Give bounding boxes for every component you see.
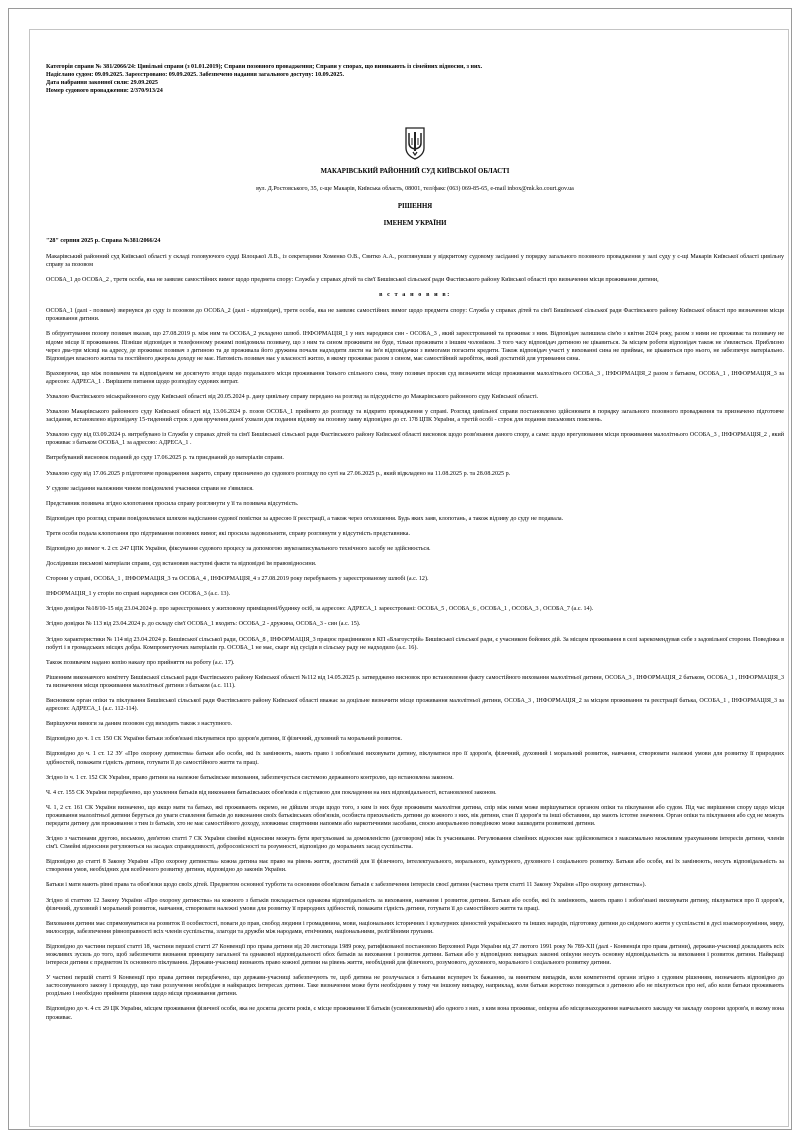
paragraph: Виховання дитини має спрямовуватися на розвиток її особистості, поваги до прав, свобод людини і громадянина, мови, національних історичних і культурних цінностей українського та інших народів, підготовку дитини до свідомого життя у суспільстві в дусі взаєморозуміння, миру, милосердя, забезпечення рівноправності всіх членів суспільства, злагоди та дружби між народами, етнічними, національними, релігійними групами. — [46, 920, 784, 935]
page-outer-border — [8, 8, 792, 1130]
paragraph: Відповідно до вимог ч. 2 ст. 247 ЦПК України, фіксування судового процесу за допомогою звукозаписувального технічного засобу не здійснюється. — [46, 546, 431, 552]
paragraph: Сторони у справі, ОСОБА_1 , ІНФОРМАЦІЯ_3 та ОСОБА_4 , ІНФОРМАЦІЯ_4 з 27.08.2019 року перебувають у зареєстрованому шлюбі (а.с. 12). — [46, 576, 429, 583]
trident-coat-of-arms-icon — [404, 126, 426, 160]
court-name: МАКАРІВСЬКИЙ РАЙОННИЙ СУД КИЇВСЬКОЇ ОБЛАСТІ — [320, 168, 510, 176]
paragraph: Відповідно до ч. 4 ст. 29 ЦК України, місцем проживання фізичної особи, яка не досягла десяти років, є місце проживання її батьків (усиновлювачів) або одного з них, з ким вона проживає, опікуна або місцезнаходження навчального закладу чи закладу охорони здоров'я, в якому вона проживає. — [46, 1006, 785, 1021]
paragraph: В обґрунтування позову позивач вказав, що 27.08.2019 р. між ним та ОСОБА_2 укладено шлюб. ІНФОРМАЦІЯ_1 у них народився син - ОСОБА_3 , який зареєстрований та проживає з ним. Відповідач залишила сім'ю з квітня 2024 року, разом з ними не проживає та позивачу не відоме місце її проживання. Пізніше відповідач в телефонному режимі повідомила позивачу, що з ним та сином проживати не буде, тільки проживати з іншим чоловіком. З того часу відповідач дитиною не цікавиться. За місцем роботи відповідач також не з'являється. Приблизно через два-три місяці на адресу, де проживає позивач з дитиною та де проживала його дружина почали надходити листи на ім'я відповідачки з вимогами погасити кредити. Також відповідач участі у вихованні сина не приймає, не цікавиться про нього, не забезпечує матеріально. Відповідач власного житла та постійного джерела доходу не має. Натомість позивач має у власності житло, в якому проживає разом з сином, має самостійний заробіток, який достатній для утримання сина. — [46, 331, 784, 362]
paragraph: Згідно зі статтею 12 Закону України «Про охорону дитинства» на кожного з батьків покладається однакова відповідальність за виховання, навчання і розвиток дитини. Батьки або особи, які їх замінюють, мають право і зобов'язані виховувати дитину, піклуватися про її здоров'я, фізичний, духовний і моральний розвиток, навчання, створювати належні умови для розвитку її природних здібностей, поважати гідність дитини, готувати її до самостійного життя та праці. — [46, 897, 784, 912]
document-body — [46, 63, 784, 1029]
paragraph: Відповідно до ч. 1 ст. 12 ЗУ «Про охорону дитинства» батьки або особи, які їх замінюють, мають право і зобов'язані виховувати дитину, піклуватися про її здоров'я, фізичний, духовний і моральний розвиток, навчання, створювати належні умови для розвитку її природних здібностей, поважати гідність дитини, готувати її до самостійного життя та праці. — [46, 751, 784, 766]
paragraph: Згідно характеристики № 114 від 23.04.2024 р. Бишівської сільської ради, ОСОБА_8 , ІНФОРМАЦІЯ_3 працює працівником в КП «Благоустрій» Бишівської сільської ради, є учасником бойових дій. За місцем проживання в селі зарекомендував себе з задовільної сторони. Поведінка в побуті і в громадських місцях добра. Компрометуючих матеріалів гр. ОСОБА_1 не має, скарг від сусідів в сільську раду не надходило (а.с. 16). — [46, 636, 784, 651]
case-category: Категорія справи № 381/2066/24: Цивільні справи (з 01.01.2019); Справи позовного провадження; Справи у спорах, що виникають із сімейних відносин, з них. — [46, 64, 483, 70]
paragraph: Враховуючи, що між позивачем та відповідачем не досягнуто згоди щодо подальшого місця проживання їхнього спільного сина, тому позивач просив суд визначити місце проживання малолітнього ОСОБА_3 , ІНФОРМАЦІЯ_2 разом з батьком, ОСОБА_1 , ІНФОРМАЦІЯ_3 за адресою: АДРЕСА_1 . Вирішити питання щодо розподілу судових витрат. — [46, 370, 784, 385]
paragraph: Макарівський районний суд Київської області у складі головуючого судді Білоцької Л.В., із секретарями Хоменко О.В., Свитко А.А., розглянувши у відкритому судовому засіданні у порядку загального позовного провадження у залі суду у с-щі Макарів Київської області цивільну справу за позовом — [46, 253, 784, 268]
paragraph: Також позивачем надано копію наказу про прийняття на роботу (а.с. 17). — [46, 659, 235, 666]
paragraph: Ухвалою Макарівського районного суду Київської області від 13.06.2024 р. позов ОСОБА_1 прийнято до розгляду та відкрито провадження у справі. Розгляд цивільної справи постановлено здійснювати в порядку загального позовного провадження та призначено підготовче засідання, встановлено відповідачу 15-тиденний строк з дня вручення даної ухвали для подання відзиву на позовну заяву відповідно до ст. 178 ЦПК України, а третій особі - строк для подання письмових пояснень. — [46, 409, 784, 424]
case-metadata — [46, 63, 784, 95]
paragraph: У судове засідання належним чином повідомлені учасники справи не з'явилися. — [46, 485, 254, 492]
in-the-name-heading: ІМЕНЕМ УКРАЇНИ — [383, 219, 447, 227]
paragraph: Витребуваний висновок поданий до суду 17.06.2025 р. та приєднаний до матеріалів справи. — [46, 455, 284, 462]
paragraph: У частині першій статті 9 Конвенції про права дитини передбачено, що держави-учасниці забезпечують те, щоб дитина не розлучалася з батьками всупереч їх бажанню, за винятком випадків, коли компетентні органи згідно з судовим рішенням, визначають відповідно до застосовуваного закону і процедур, що таке розлучення необхідне в найкращих інтересах дитини. Таке визначення може бути необхідним у тому чи іншому випадку, наприклад, коли батьки жорстоко поводяться з дитиною або не піклуються про неї, або коли батьки проживають роздільно і необхідно прийняти рішення щодо місця проживання дитини. — [46, 975, 784, 998]
paragraph: ОСОБА_1 до ОСОБА_2 , третя особа, яка не заявляє самостійних вимог щодо предмета спору: Служба у справах дітей та сім'ї Бишівської сільської ради Фастівського району Київської області про визначення місця проживання дитини, — [46, 277, 659, 284]
paragraph: Ч. 4 ст. 155 СК України передбачено, що ухилення батьків від виконання батьківських обов'язків є підставою для покладення на них відповідальності, встановленої законом. — [46, 789, 497, 796]
effective-date: Дата набрання законної сили: 29.09.2025 — [46, 80, 158, 87]
decision-date-line: "28" серпня 2025 р. Справа №381/2066/24 — [46, 237, 161, 244]
coat-of-arms — [46, 126, 784, 160]
paragraph: Висновком орган опіки та піклування Бишівської сільської ради Фастівського району Київської області вважає за доцільне визначити місце проживання малолітньої дитини, ОСОБА_3 , ІНФОРМАЦІЯ_2 за місцем проживання та реєстрації батька, ОСОБА_1 , ІНФОРМАЦІЯ_3 за адресою: АДРЕСА_1 (а.с. 112-114). — [46, 698, 784, 713]
paragraph: Відповідно до ч. 1 ст. 150 СК України батьки зобов'язані піклуватися про здоров'я дитини, її фізичний, духовний та моральний розвиток. — [46, 736, 403, 743]
paragraph: ІНФОРМАЦІЯ_1 у сторін по справі народився син ОСОБА_3 (а.с. 13). — [46, 591, 231, 598]
paragraph: Згідно з частинами другою, восьмою, дев'ятою статті 7 СК України сімейні відносини можуть бути врегульовані за домовленістю (договором) між їх учасниками. Регулювання сімейних відносин має здійснюватися з максимально можливим урахуванням інтересів дитини, членів сім'ї. Сімейні відносини регулюються на засадах справедливості, добросовісності та розумності, відповідно до моральних засад суспільства. — [46, 836, 784, 851]
document-page — [29, 29, 789, 1127]
paragraph: Ухвалою Фастівського міськрайонного суду Київської області від 20.05.2024 р. дану цивільну справу передано на розгляд за підсудністю до Макарівського районного суду Київської області. — [46, 393, 539, 400]
paragraph: Згідно довідки №18/10-15 від 23.04.2024 р. про зареєстрованих у житловому приміщенні/будинку осіб, за адресою: АДРЕСА_1 зареєстровані: ОСОБА_5 , ОСОБА_6 , ОСОБА_1 , ОСОБА_3 , ОСОБА_7 (а.с. 14). — [46, 606, 594, 613]
paragraph: Дослідивши письмові матеріали справи, суд встановив наступні факти та відповідні їм правовідносини. — [46, 561, 317, 568]
paragraph: Рішенням виконавчого комітету Бишівської сільської ради Фастівського району Київської області №112 від 14.05.2025 р. затверджено висновок про встановлення факту самостійного виховання малолітньої дитини, ОСОБА_3 , ІНФОРМАЦІЯ_2 батьком, ОСОБА_1 , ІНФОРМАЦІЯ_3 та визначення місця проживання малолітньої дитини з батьком (а.с. 111). — [46, 674, 784, 689]
paragraph: Відповідно до статті 8 Закону України «Про охорону дитинства» кожна дитина має право на рівень життя, достатній для її фізичного, інтелектуального, морального, культурного, духовного і соціального розвитку. Батьки або особи, які їх замінюють, несуть відповідальність за створення умов, необхідних для всебічного розвитку дитини, відповідно до законів України. — [46, 859, 784, 874]
paragraph: Вирішуючи вимоги за даним позовом суд виходить також з наступного. — [46, 721, 233, 728]
paragraph: Ухвалою суду від 03.09.2024 р. витребувано із Служби у справах дітей та сім'ї Бишівської сільської ради Фастівського району Київської області висновок щодо розв'язання даного спору, а саме: щодо врегулювання місця проживання малолітнього ОСОБА_3 , ІНФОРМАЦІЯ_2 , який проживає з батьком ОСОБА_1 за адресою: АДРЕСА_1 . — [46, 432, 784, 447]
paragraph: Представник позивача згідно клопотання просила справу розглянути у її та позивача відсутність. — [46, 500, 299, 507]
section-heading: в с т а н о в и в: — [379, 292, 451, 299]
paragraph: Ухвалою суду від 17.06.2025 р підготовче провадження закрито, справу призначено до судового розгляду по суті на 27.06.2025 р., який відкладено на 11.08.2025 р. та 28.08.2025 р. — [46, 470, 511, 477]
proceeding-number: Номер судового провадження: 2/370/913/24 — [46, 88, 163, 95]
decision-text — [46, 307, 784, 1021]
paragraph: Відповідно до частини першої статті 18, частини першої статті 27 Конвенції про права дитини від 20 листопада 1989 року, ратифікованої постановою Верховної Ради України від 27 лютого 1991 року № 789-XII (далі - Конвенція про права дитини), держави-учасниці докладають всіх можливих зусиль до того, щоб забезпечити визнання принципу загальної та однакової відповідальності обох батьків за виховання і розвиток дитини. Батьки або у відповідних випадках законні опікуни несуть основну відповідальність за виховання і розвиток дитини. Найкращі інтереси дитини є предметом їх основного піклування. Держави-учасниці визнають право кожної дитини на рівень життя, необхідний для фізичного, розумового, духовного, морального і соціального розвитку дитини. — [46, 943, 784, 967]
paragraph: Згідно із ч. 1 ст. 152 СК України, право дитини на належне батьківське виховання, забезпечується системою державного контролю, що встановлена законом. — [46, 774, 454, 781]
sent-dates: Надіслано судом: 09.09.2025. Зареєстровано: 09.09.2025. Забезпечено надання загального доступу: 10.09.2025. — [46, 72, 344, 79]
paragraph: Батьки і мати мають рівні права та обов'язки щодо своїх дітей. Предметом основної турботи та основним обов'язком батьків є забезпечення інтересів своєї дитини (частина третя статті 11 Закону України «Про охорону дитинства»). — [46, 882, 647, 889]
paragraph: Згідно довідки № 113 від 23.04.2024 р. до складу сім'ї ОСОБА_1 входять: ОСОБА_2 - дружина, ОСОБА_3 - син (а.с. 15). — [46, 621, 361, 628]
paragraph: Відповідач про розгляд справи повідомлялася шляхом надіслання судової повістки за адресою її реєстрації, а також через оголошення. Будь яких заяв, клопотань, а також відзиву до суду не подавала. — [46, 515, 564, 522]
intro-block — [46, 253, 784, 284]
court-address: вул. Д.Ростовського, 35, с-ще Макарів, Київська область, 08001, тел/факс (063) 069-85-65, e-mail inbox@mk.ko.court.gov.ua — [256, 186, 574, 193]
paragraph: Третя особи подала клопотання про підтримання позовних вимог, які просила задовольнити, справу розглянути у відсутність представника. — [46, 530, 410, 537]
paragraph: ОСОБА_1 (далі - позивач) звернувся до суду із позовом до ОСОБА_2 (далі - відповідач), третя особа, яка не заявляє самостійних вимог щодо предмета спору: Служба у справах дітей та сім'ї Бишівської сільської ради Фастівського району Київської області про визначення місця проживання дитини. — [46, 308, 784, 323]
decision-title: РІШЕННЯ — [397, 202, 433, 210]
paragraph: Ч. 1, 2 ст. 161 СК України визначено, що якщо мати та батько, які проживають окремо, не дійшли згоди щодо того, з ким із них буде проживати малолітня дитина, спір між ними може вирішуватися органом опіки та піклування або судом. Під час вирішення спору щодо місця проживання малолітньої дитини беруться до уваги ставлення батьків до виконання своїх батьківських обов'язків, особиста прихильність дитини до кожного з них, вік дитини, стан її здоров'я та інші обставини, що мають істотне значення. Орган опіки та піклування або суд не можуть передати дитину для проживання з тим із батьків, хто не має самостійного доходу, зловживає спиртними напоями або наркотичними засобами, своєю аморальною поведінкою може зашкодити розвиткові дитини. — [46, 804, 784, 827]
